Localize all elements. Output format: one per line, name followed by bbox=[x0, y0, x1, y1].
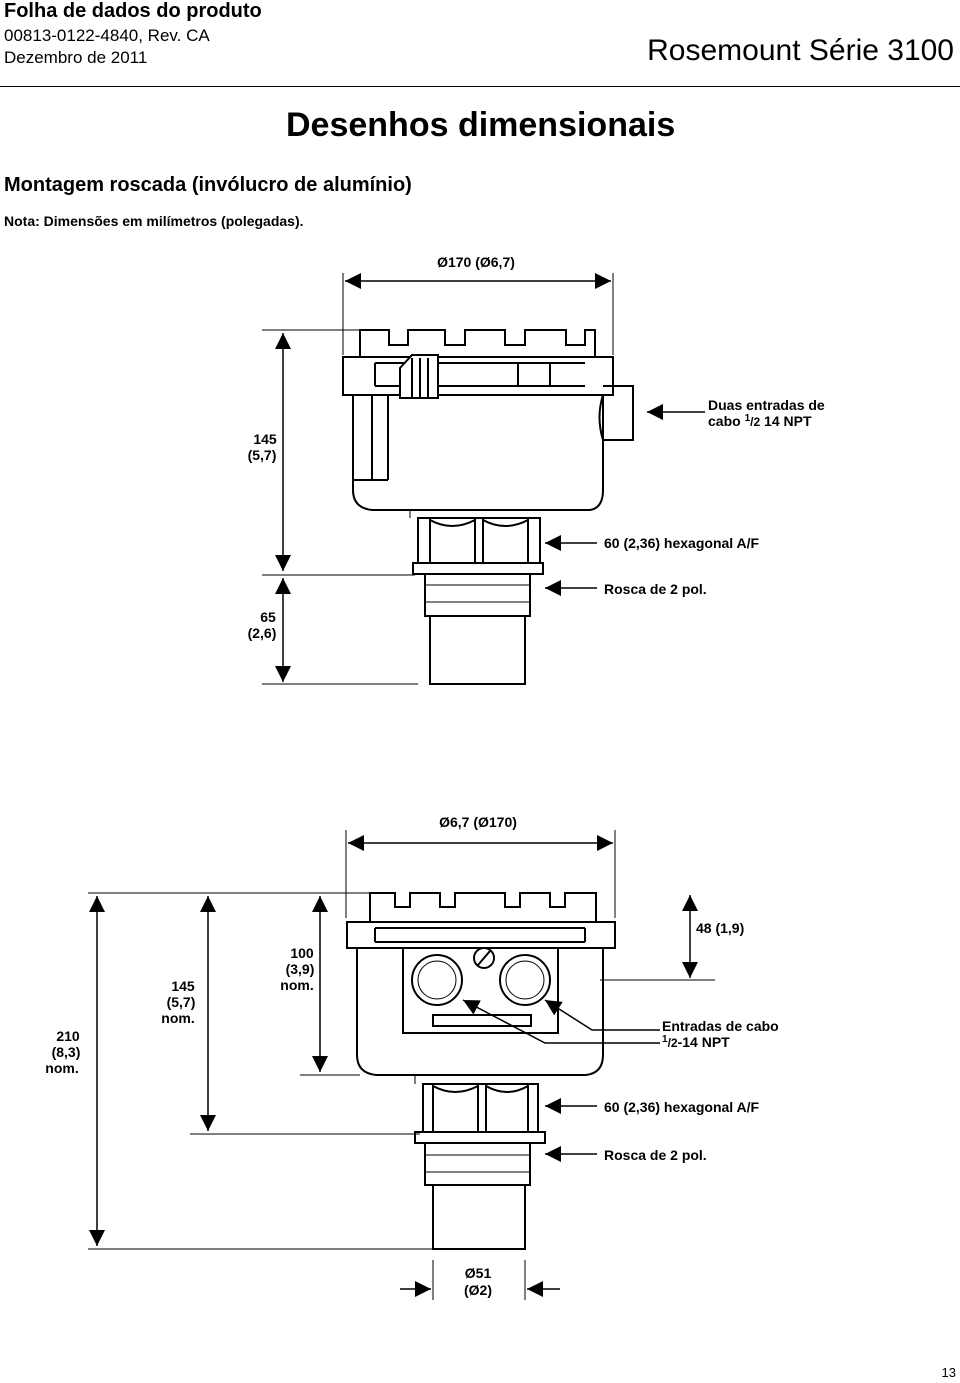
dimension-note: Nota: Dimensões em milímetros (polegadas). bbox=[4, 213, 304, 229]
bottom-body-nom: nom. bbox=[280, 977, 314, 993]
top-cable-entries-line1: Duas entradas de bbox=[708, 397, 825, 413]
document-number: 00813-0122-4840, Rev. CA bbox=[4, 26, 210, 45]
top-diameter-label: Ø170 (Ø6,7) bbox=[437, 254, 515, 270]
bottom-body-value: 100 bbox=[290, 945, 314, 961]
bottom-total-value: 210 bbox=[56, 1028, 80, 1044]
top-cable-entries-line2: cabo $^1$/2 14 NPT bbox=[708, 413, 812, 429]
section-subtitle: Montagem roscada (invólucro de alumínio) bbox=[4, 174, 412, 196]
bottom-offset-label: 48 (1,9) bbox=[696, 920, 745, 936]
pipe-diameter-label: Ø51 bbox=[464, 1265, 492, 1281]
top-height-inch: (5,7) bbox=[247, 447, 277, 463]
document-title: Folha de dados do produto bbox=[4, 0, 262, 22]
bottom-total-inch: (8,3) bbox=[51, 1044, 81, 1060]
document-date: Dezembro de 2011 bbox=[4, 48, 148, 67]
top-thread-height-inch: (2,6) bbox=[247, 625, 277, 641]
section-title: Desenhos dimensionais bbox=[286, 106, 676, 144]
bottom-hex-label: 60 (2,36) hexagonal A/F bbox=[604, 1099, 760, 1115]
bottom-cable-entries-line2: $^1$/2-14 NPT bbox=[662, 1034, 730, 1050]
bottom-housing-inch: (5,7) bbox=[166, 994, 196, 1010]
top-hex-label: 60 (2,36) hexagonal A/F bbox=[604, 535, 760, 551]
side-view-drawing bbox=[262, 273, 705, 684]
bottom-housing-value: 145 bbox=[171, 978, 195, 994]
top-height-value: 145 bbox=[253, 431, 277, 447]
pipe-diameter-inch: (Ø2) bbox=[464, 1282, 492, 1298]
page-number: 13 bbox=[941, 1365, 956, 1380]
top-view-drawing bbox=[88, 830, 715, 1300]
top-thread-height-value: 65 bbox=[260, 609, 276, 625]
bottom-diameter-label: Ø6,7 (Ø170) bbox=[439, 814, 517, 830]
bottom-body-inch: (3,9) bbox=[285, 961, 315, 977]
bottom-housing-nom: nom. bbox=[161, 1010, 195, 1026]
bottom-cable-entries-line1: Entradas de cabo bbox=[662, 1018, 779, 1034]
top-thread-label: Rosca de 2 pol. bbox=[604, 581, 707, 597]
product-series: Rosemount Série 3100 bbox=[647, 34, 954, 67]
bottom-total-nom: nom. bbox=[45, 1060, 79, 1076]
bottom-thread-label: Rosca de 2 pol. bbox=[604, 1147, 707, 1163]
